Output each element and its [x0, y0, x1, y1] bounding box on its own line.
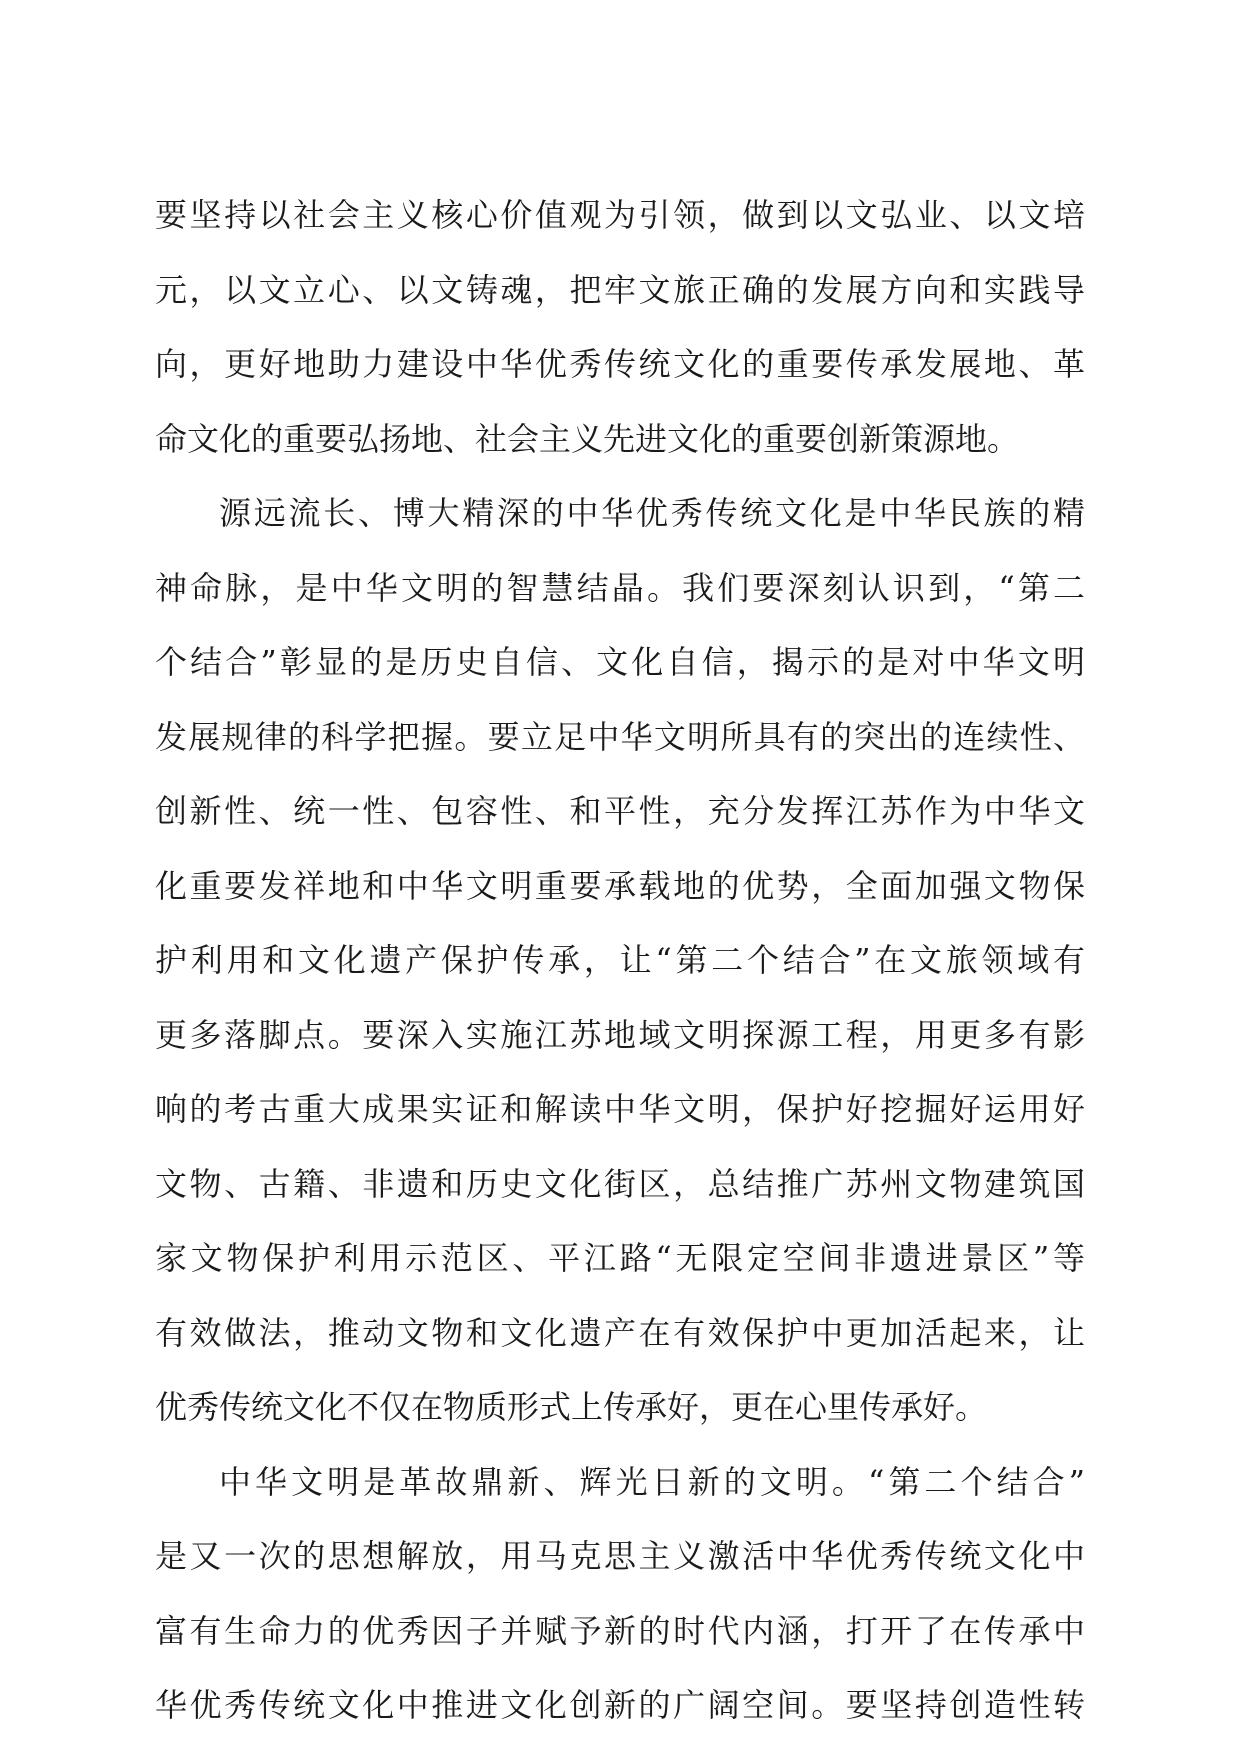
text-line: 要坚持以社会主义核心价值观为引领，做到以文弘业、以文培 [155, 196, 1085, 234]
text-line: 向，更好地助力建设中华优秀传统文化的重要传承发展地、革 [155, 345, 1085, 383]
text-line: 响的考古重大成果实证和解读中华文明，保护好挖掘好运用好 [155, 1090, 1085, 1128]
text-line: 中华文明是革故鼎新、辉光日新的文明。“第二个结合” [219, 1462, 1085, 1501]
text-line: 家文物保护利用示范区、平江路“无限定空间非遗进景区”等 [155, 1239, 1085, 1277]
text-line: 华优秀传统文化中推进文化创新的广阔空间。要坚持创造性转 [155, 1686, 1085, 1724]
text-line: 源远流长、博大精深的中华优秀传统文化是中华民族的精 [219, 494, 1085, 532]
text-line: 发展规律的科学把握。要立足中华文明所具有的突出的连续性、 [155, 717, 1085, 756]
text-line: 创新性、统一性、包容性、和平性，充分发挥江苏作为中华文 [155, 792, 1085, 830]
body-text [155, 192, 1085, 1757]
text-line: 是又一次的思想解放，用马克思主义激活中华优秀传统文化中 [155, 1537, 1085, 1575]
text-line: 有效做法，推动文物和文化遗产在有效保护中更加活起来，让 [155, 1313, 1085, 1352]
text-line: 更多落脚点。要深入实施江苏地域文明探源工程，用更多有影 [155, 1015, 1085, 1054]
text-line: 化重要发祥地和中华文明重要承载地的优势，全面加强文物保 [155, 866, 1085, 905]
text-line: 优秀传统文化不仅在物质形式上传承好，更在心里传承好。 [155, 1388, 988, 1426]
text-line: 神命脉，是中华文明的智慧结晶。我们要深刻认识到，“第二 [155, 568, 1085, 607]
text-line: 文物、古籍、非遗和历史文化街区，总结推广苏州文物建筑国 [155, 1164, 1085, 1203]
text-line: 命文化的重要弘扬地、社会主义先进文化的重要创新策源地。 [155, 419, 1020, 458]
text-line: 护利用和文化遗产保护传承，让“第二个结合”在文旅领域有 [155, 941, 1085, 979]
text-line: 元，以文立心、以文铸魂，把牢文旅正确的发展方向和实践导 [155, 270, 1085, 309]
text-line: 富有生命力的优秀因子并赋予新的时代内涵，打开了在传承中 [155, 1611, 1085, 1650]
text-line: 个结合”彰显的是历史自信、文化自信，揭示的是对中华文明 [155, 643, 1085, 681]
